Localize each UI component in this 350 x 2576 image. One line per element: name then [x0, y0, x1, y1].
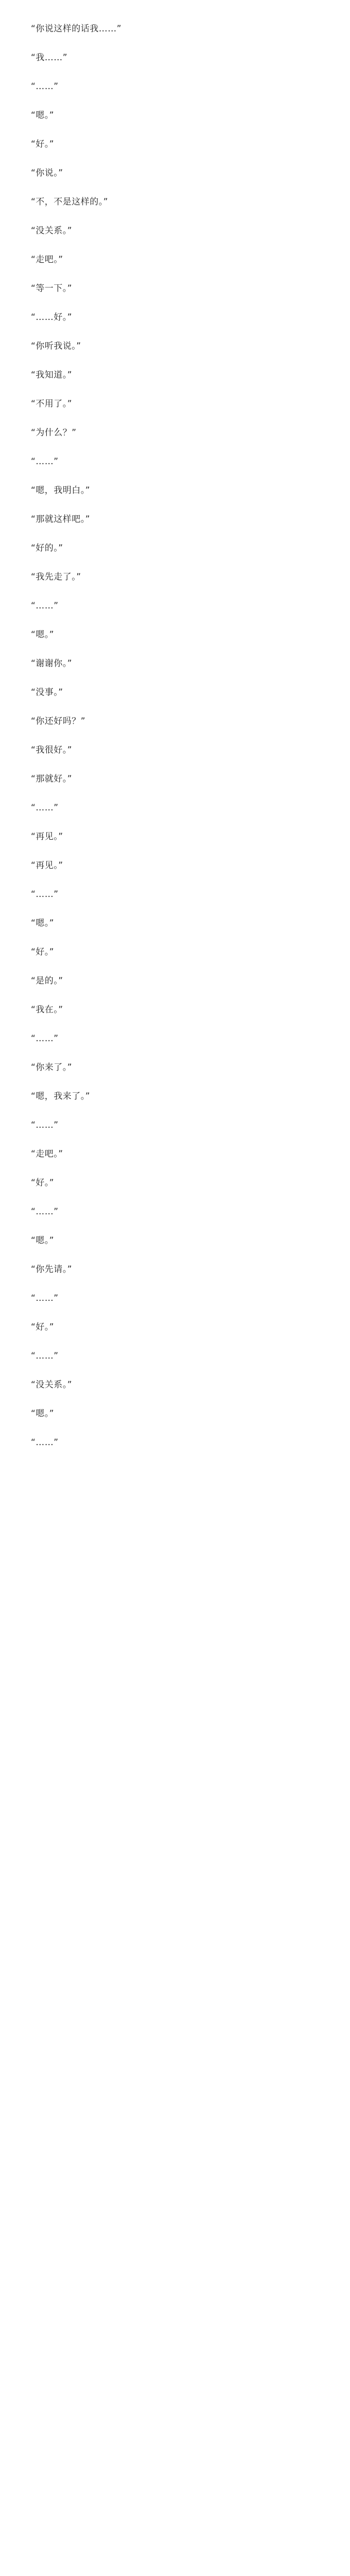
paragraph: “……”	[31, 1207, 59, 1217]
paragraph: “不用了。”	[31, 399, 73, 409]
chapter-body	[13, 21, 337, 1451]
paragraph: “我知道。”	[31, 370, 73, 380]
paragraph: “好的。”	[31, 543, 63, 553]
paragraph: “不，不是这样的。”	[31, 197, 109, 207]
paragraph: “……”	[31, 1351, 59, 1361]
paragraph: “……”	[31, 1293, 59, 1303]
paragraph: “没关系。”	[31, 1380, 73, 1390]
paragraph: “嗯，我明白。”	[31, 485, 91, 496]
paragraph: “你还好吗？”	[31, 716, 86, 726]
paragraph: “那就这样吧。”	[31, 514, 91, 524]
paragraph: “……”	[31, 456, 59, 467]
paragraph: “嗯。”	[31, 1409, 55, 1419]
paragraph: “没事。”	[31, 687, 63, 698]
paragraph: “……”	[31, 1437, 59, 1448]
paragraph: “走吧。”	[31, 1149, 63, 1159]
paragraph: “……”	[31, 803, 59, 813]
paragraph: “是的。”	[31, 976, 63, 986]
paragraph: “好。”	[31, 1322, 55, 1332]
paragraph: “再见。”	[31, 832, 63, 842]
paragraph: “那就好。”	[31, 774, 73, 784]
paragraph: “……”	[31, 1033, 59, 1044]
paragraph: “走吧。”	[31, 255, 63, 265]
paragraph: “你说这样的话我……”	[31, 24, 122, 34]
paragraph: “为什么？”	[31, 428, 77, 438]
paragraph: “嗯，我来了。”	[31, 1091, 91, 1101]
paragraph: “你先请。”	[31, 1264, 73, 1275]
paragraph: “等一下。”	[31, 283, 73, 294]
paragraph: “我……”	[31, 53, 68, 63]
paragraph: “你来了。”	[31, 1062, 73, 1073]
paragraph: “我很好。”	[31, 745, 73, 755]
paragraph: “好。”	[31, 139, 55, 149]
paragraph: “……好。”	[31, 312, 73, 323]
paragraph: “嗯。”	[31, 1235, 55, 1246]
paragraph: “我在。”	[31, 1005, 63, 1015]
paragraph: “嗯。”	[31, 630, 55, 640]
paragraph: “……”	[31, 889, 59, 900]
paragraph: “我先走了。”	[31, 572, 81, 582]
paragraph: “好。”	[31, 947, 55, 957]
paragraph: “你说。”	[31, 168, 63, 178]
paragraph: “谢谢你。”	[31, 658, 73, 669]
paragraph: “……”	[31, 1120, 59, 1130]
paragraph: “你听我说。”	[31, 341, 81, 351]
paragraph: “没关系。”	[31, 226, 73, 236]
paragraph: “再见。”	[31, 860, 63, 871]
paragraph: “嗯。”	[31, 918, 55, 928]
paragraph: “……”	[31, 601, 59, 611]
paragraph: “嗯。”	[31, 110, 55, 121]
paragraph: “……”	[31, 81, 59, 92]
paragraph: “好。”	[31, 1178, 55, 1188]
